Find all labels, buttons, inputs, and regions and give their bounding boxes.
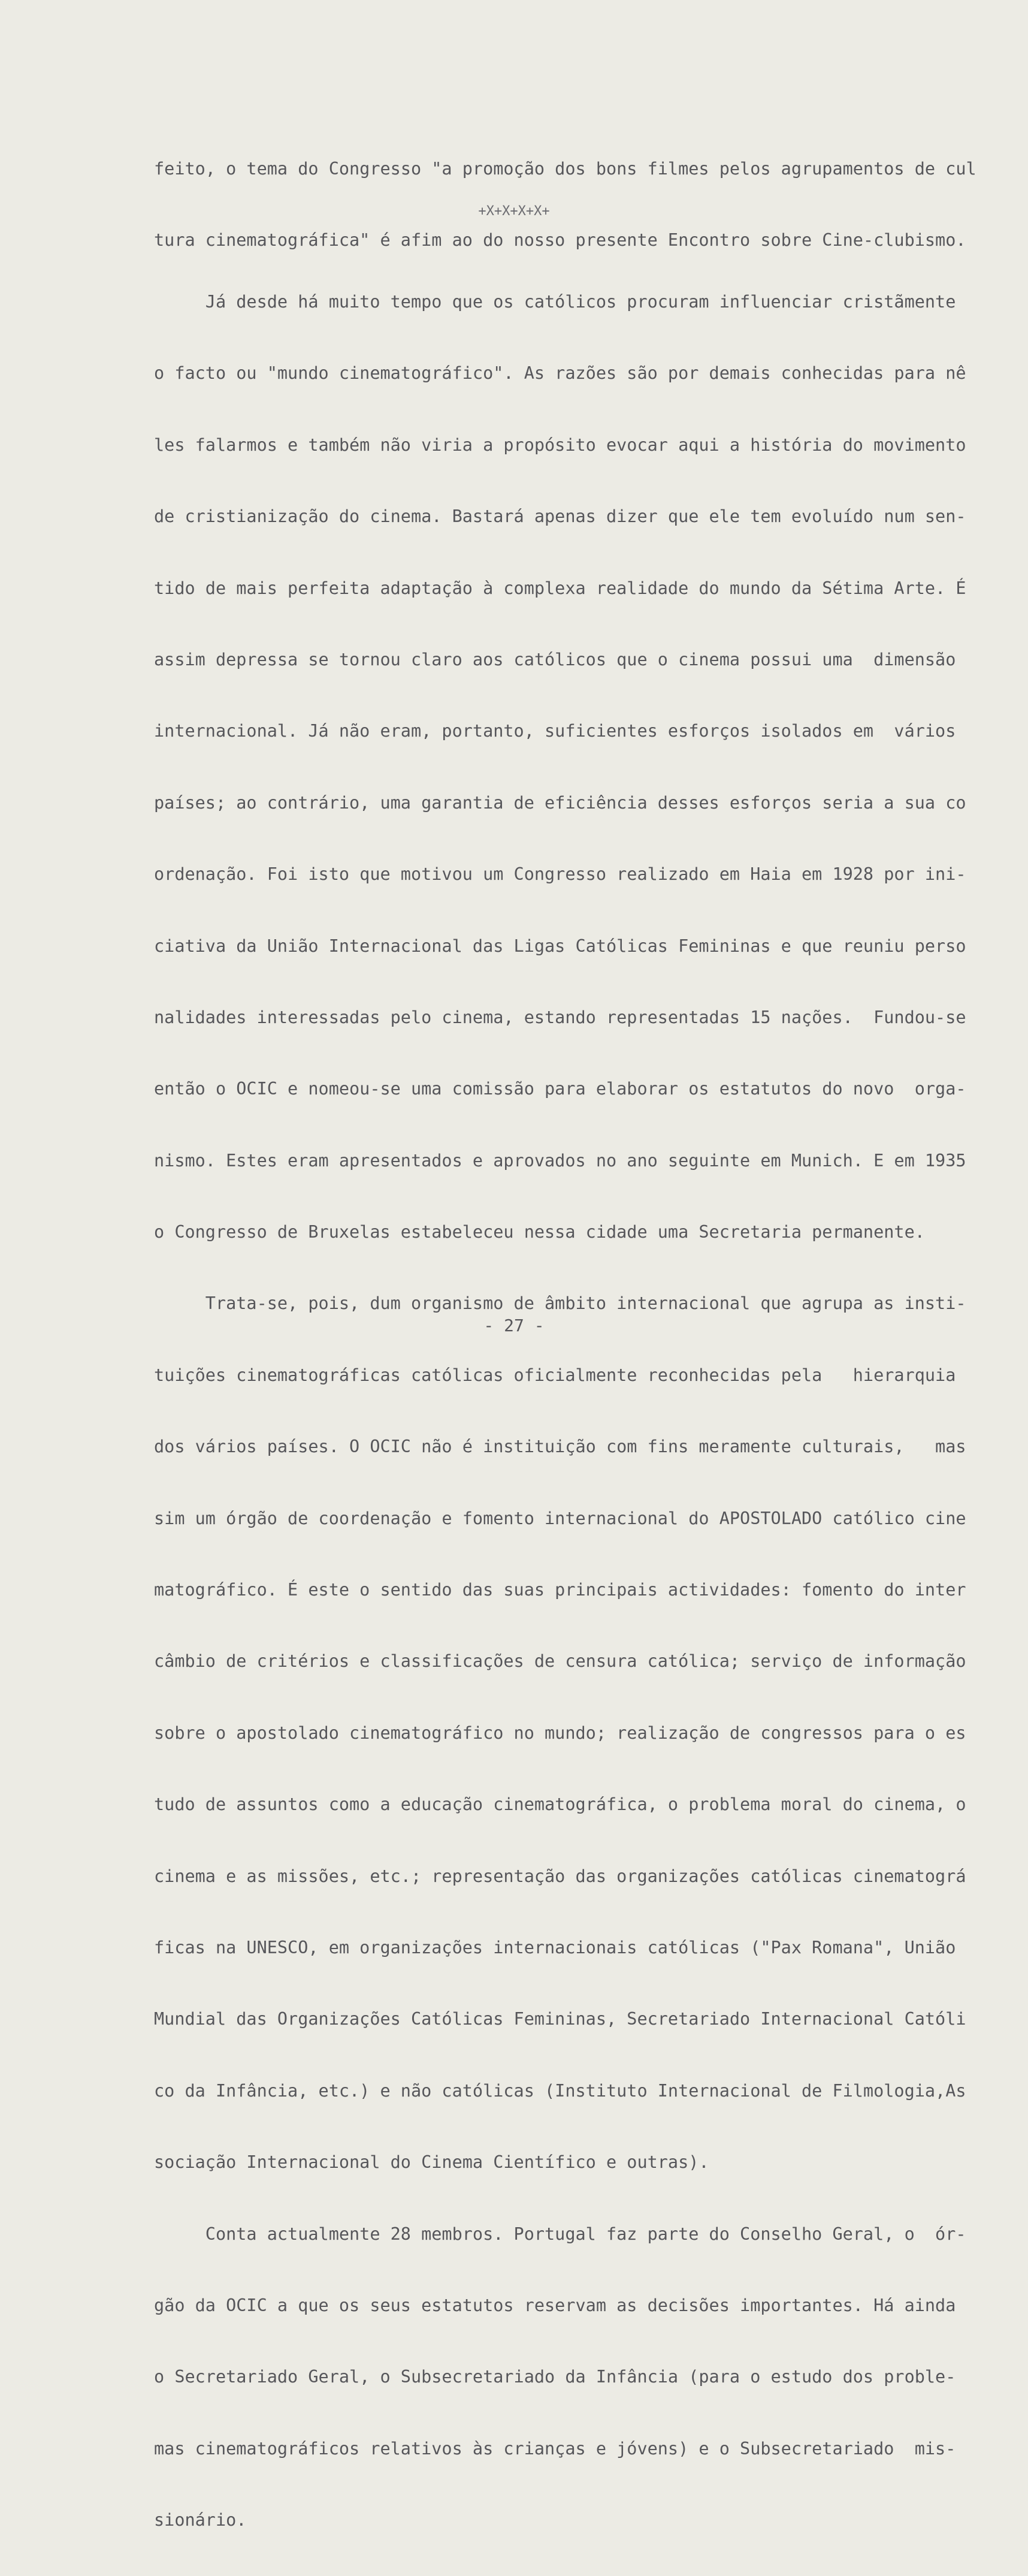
text-line: cinema e as missões, etc.; representação das organizações católicas cinematográ bbox=[154, 1866, 966, 1886]
text-line: gão da OCIC a que os seus estatutos reservam as decisões importantes. Há ainda bbox=[154, 2295, 956, 2315]
page-number-text: - 27 - bbox=[483, 1316, 545, 1335]
text-line: co da Infância, etc.) e não católicas (Instituto Internacional de Filmologia,As bbox=[154, 2080, 966, 2101]
text-line: mas cinematográficos relativos às crianças e jóvens) e o Subsecretariado mis- bbox=[154, 2438, 956, 2459]
text-line: Trata-se, pois, dum organismo de âmbito internacional que agrupa as insti- bbox=[154, 1293, 966, 1314]
text-line: Conta actualmente 28 membros. Portugal faz parte do Conselho Geral, o ór- bbox=[154, 2224, 966, 2244]
text-line: sociação Internacional do Cinema Científico e outras). bbox=[154, 2152, 709, 2173]
text-line: tudo de assuntos como a educação cinematográfica, o problema moral do cinema, o bbox=[154, 1794, 966, 1815]
body-text bbox=[154, 246, 966, 2576]
page-number bbox=[0, 1316, 1028, 1335]
text-line: então o OCIC e nomeou-se uma comissão para elaborar os estatutos do novo orga- bbox=[154, 1079, 966, 1099]
text-line: Já desde há muito tempo que os católicos procuram influenciar cristãmente bbox=[154, 292, 956, 312]
text-line: tido de mais perfeita adaptação à complexa realidade do mundo da Sétima Arte. É bbox=[154, 578, 966, 598]
text-line: Mundial das Organizações Católicas Femininas, Secretariado Internacional Católi bbox=[154, 2009, 966, 2029]
text-line: o facto ou "mundo cinematográfico". As razões são por demais conhecidas para nê bbox=[154, 363, 966, 384]
text-line: ordenação. Foi isto que motivou um Congresso realizado em Haia em 1928 por ini- bbox=[154, 864, 966, 885]
text-line: câmbio de critérios e classificações de censura católica; serviço de informação bbox=[154, 1651, 966, 1672]
text-line: assim depressa se tornou claro aos católicos que o cinema possui uma dimensão bbox=[154, 649, 956, 669]
text-line: sim um órgão de coordenação e fomento internacional do APOSTOLADO católico cine bbox=[154, 1508, 966, 1528]
text-line: o Secretariado Geral, o Subsecretariado da Infância (para o estudo dos proble- bbox=[154, 2367, 956, 2387]
text-line: sionário. bbox=[154, 2510, 247, 2530]
text-line: tuições cinematográficas católicas oficialmente reconhecidas pela hierarquia bbox=[154, 1365, 956, 1385]
text-line: tura cinematográfica" é afim ao do nosso presente Encontro sobre Cine-clubismo. bbox=[154, 230, 966, 251]
text-line: ficas na UNESCO, em organizações internacionais católicas ("Pax Romana", União bbox=[154, 1937, 956, 1957]
text-line: dos vários países. O OCIC não é instituição com fins meramente culturais, mas bbox=[154, 1437, 966, 1457]
separator-text: +X+X+X+X+ bbox=[478, 204, 550, 219]
text-line: matográfico. É este o sentido das suas principais actividades: fomento do inter bbox=[154, 1580, 966, 1600]
text-line: países; ao contrário, uma garantia de eficiência desses esforços seria a sua co bbox=[154, 792, 966, 813]
section-separator bbox=[0, 204, 1028, 219]
text-line: de cristianização do cinema. Bastará apenas dizer que ele tem evoluído num sen- bbox=[154, 506, 966, 527]
text-line: ciativa da União Internacional das Ligas Católicas Femininas e que reuniu perso bbox=[154, 936, 966, 956]
text-line: nismo. Estes eram apresentados e aprovados no ano seguinte em Munich. E em 1935 bbox=[154, 1150, 966, 1171]
text-line: les falarmos e também não viria a propósito evocar aqui a história do movimento bbox=[154, 435, 966, 455]
text-line: nalidades interessadas pelo cinema, estando representadas 15 nações. Fundou-se bbox=[154, 1007, 966, 1027]
text-line: sobre o apostolado cinematográfico no mundo; realização de congressos para o es bbox=[154, 1723, 966, 1743]
text-line: o Congresso de Bruxelas estabeleceu nessa cidade uma Secretaria permanente. bbox=[154, 1222, 925, 1242]
text-line: feito, o tema do Congresso "a promoção dos bons filmes pelos agrupamentos de cul bbox=[154, 159, 976, 179]
text-line: internacional. Já não eram, portanto, suficientes esforços isolados em vários bbox=[154, 721, 956, 741]
